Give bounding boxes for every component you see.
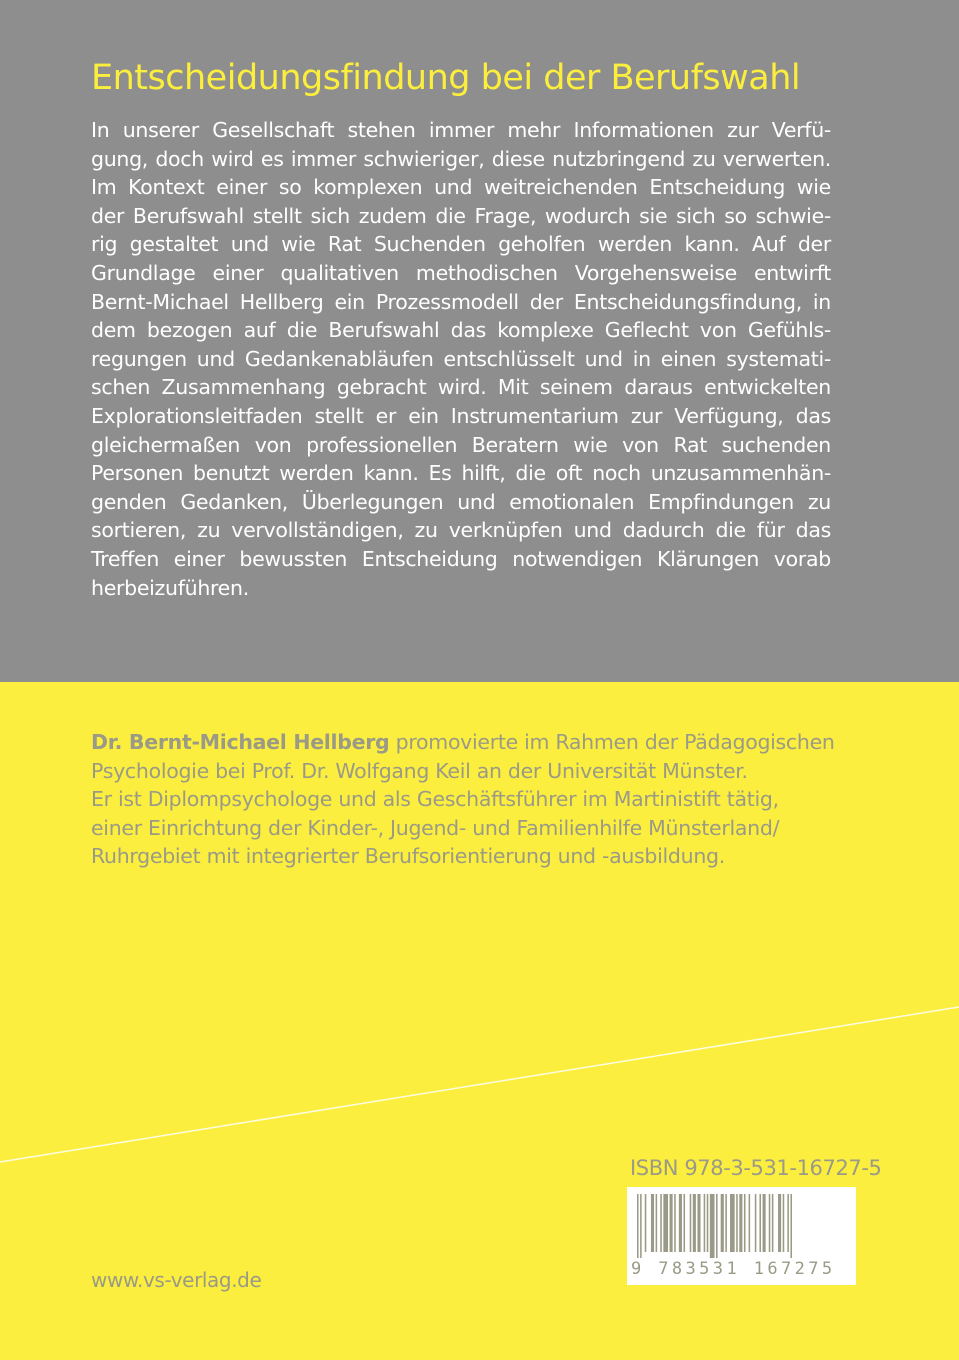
barcode-bar — [674, 1194, 676, 1252]
barcode-bar — [660, 1194, 662, 1252]
barcode-bar — [697, 1194, 700, 1252]
description-line: regungen und Gedankenabläufen entschlüsselt und in einen systemati- — [91, 346, 831, 371]
barcode-bar — [763, 1194, 766, 1252]
barcode-bar — [749, 1194, 751, 1252]
bio-line: einer Einrichtung der Kinder-, Jugend- und Familienhilfe Münsterland/ — [91, 815, 780, 840]
description-line: gung, doch wird es immer schwieriger, diese nutzbringend zu verwerten. — [91, 146, 831, 171]
author-name: Dr. Bernt-Michael Hellberg — [91, 730, 390, 754]
barcode-bar — [759, 1194, 761, 1252]
barcode-bars — [635, 1194, 848, 1258]
author-panel — [0, 682, 959, 1360]
publisher-website: www.vs-verlag.de — [91, 1268, 262, 1292]
barcode-bar — [704, 1194, 706, 1252]
barcode-bar — [690, 1194, 692, 1252]
description-line: herbeizuführen. — [91, 575, 249, 600]
barcode-bar — [645, 1194, 647, 1252]
barcode-bar — [725, 1194, 727, 1252]
barcode-bar — [730, 1194, 735, 1252]
barcode-bar — [769, 1194, 771, 1252]
barcode-bar — [790, 1194, 792, 1258]
barcode-bar — [736, 1194, 738, 1252]
bio-first-line: promovierte im Rahmen der Pädagogischen — [389, 730, 835, 754]
bio-line: Psychologie bei Prof. Dr. Wolfgang Keil an der Universität Münster. — [91, 758, 748, 783]
barcode-bar — [663, 1194, 668, 1252]
description-line: dem bezogen auf die Berufswahl das komplexe Geflecht von Gefühls- — [91, 318, 831, 343]
barcode-bar — [693, 1194, 696, 1252]
bio-line: Er ist Diplompsychologe und als Geschäftsführer im Martinistift tätig, — [91, 787, 779, 812]
barcode-bar — [637, 1194, 639, 1258]
description-line: genden Gedanken, Überlegungen und emotionalen Empfindungen zu — [91, 489, 831, 514]
bio-line: Ruhrgebiet mit integrierter Berufsorientierung und -ausbildung. — [91, 844, 725, 869]
description-line: In unserer Gesellschaft stehen immer mehr Informationen zur Verfü- — [91, 118, 831, 142]
book-title: Entscheidungsfindung bei der Berufswahl — [91, 58, 801, 98]
barcode-bar — [739, 1194, 742, 1252]
description-line: der Berufswahl stellt sich zudem die Frage, wodurch sie sich so schwie- — [91, 203, 831, 228]
barcode-bar — [721, 1194, 724, 1252]
barcode-bar — [710, 1194, 715, 1258]
description-line: Grundlage einer qualitativen methodischen Vorgehensweise entwirft — [91, 260, 831, 285]
description-line: sortieren, zu vervollständigen, zu verknüpfen und dadurch die für das — [91, 518, 831, 543]
author-bio — [91, 728, 871, 871]
isbn-label: ISBN 978-3-531-16727-5 — [630, 1156, 882, 1180]
barcode-digits: 9 783531 167275 — [631, 1259, 836, 1279]
barcode-bar — [772, 1194, 774, 1252]
barcode — [627, 1187, 856, 1285]
description-line: Explorationsleitfaden stellt er ein Instrumentarium zur Verfügung, das — [91, 403, 831, 428]
barcode-bar — [778, 1194, 781, 1252]
barcode-bar — [755, 1194, 757, 1252]
barcode-bar — [783, 1194, 785, 1252]
barcode-bar — [670, 1194, 673, 1252]
description-line: rig gestaltet und wie Rat Suchenden geholfen werden kann. Auf der — [91, 232, 831, 257]
barcode-bar — [640, 1194, 642, 1258]
barcode-bar — [707, 1194, 709, 1252]
barcode-bar — [679, 1194, 682, 1252]
description-line: Bernt-Michael Hellberg ein Prozessmodell der Entscheidungsfindung, in — [91, 289, 831, 314]
barcode-bar — [651, 1194, 654, 1252]
barcode-bar — [744, 1194, 746, 1252]
barcode-bar — [684, 1194, 686, 1252]
description-line: Im Kontext einer so komplexen und weitreichenden Entscheidung wie — [91, 175, 831, 200]
book-description — [91, 116, 831, 602]
barcode-bar — [716, 1194, 718, 1258]
description-line: Treffen einer bewussten Entscheidung notwendigen Klärungen vorab — [91, 546, 831, 571]
barcode-bar — [787, 1194, 789, 1252]
description-line: schen Zusammenhang gebracht wird. Mit seinem daraus entwickelten — [91, 375, 831, 400]
description-line: Personen benutzt werden kann. Es hilft, die oft noch unzusammenhän- — [91, 461, 831, 486]
bio-line — [91, 728, 871, 757]
barcode-bar — [656, 1194, 658, 1252]
description-line: gleichermaßen von professionellen Beratern wie von Rat suchenden — [91, 432, 831, 457]
